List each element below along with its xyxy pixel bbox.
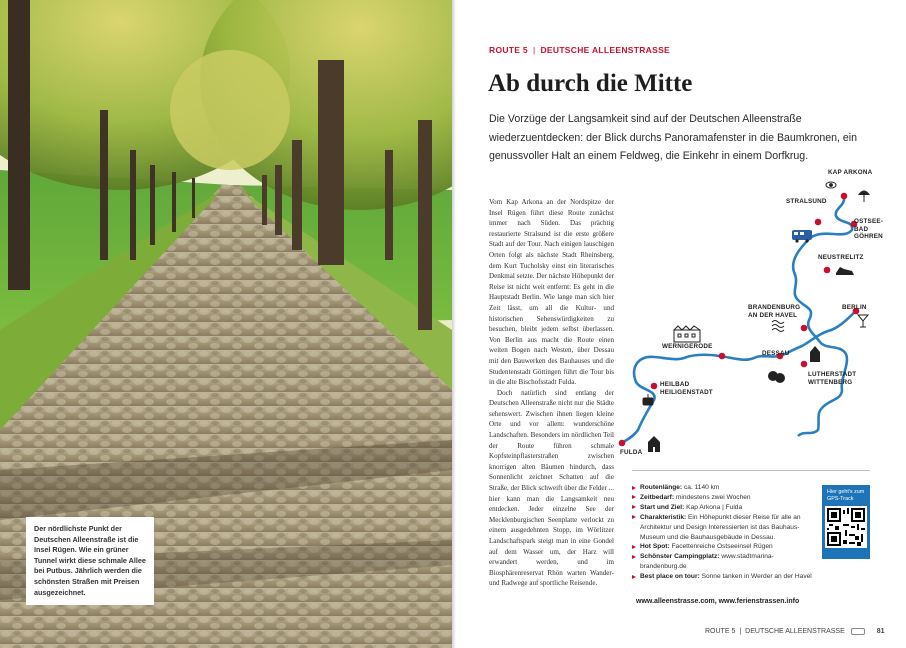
route-kicker: [489, 45, 670, 55]
cocktail-icon: [858, 315, 868, 327]
article-title: Ab durch die Mitte: [488, 70, 693, 97]
facts-divider: [632, 470, 870, 471]
fact-item: [632, 513, 816, 543]
church-icon: [810, 346, 820, 362]
gondola-icon: [643, 394, 653, 405]
label-kap-arkona: KAP ARKONA: [828, 169, 873, 176]
website-links[interactable]: www.alleenstrasse.com, www.ferienstrassen.info: [636, 598, 800, 605]
stop-brandenburg: [801, 325, 808, 332]
fact-item: [632, 483, 816, 493]
cover-photo-avenue: [0, 0, 452, 648]
stop-heiligenstadt: [651, 383, 658, 390]
stop-wernigerode: [719, 353, 726, 360]
fact-label: Start und Ziel:: [640, 503, 685, 511]
label-heilbad-heiligenstadt: HEILBAD HEILIGENSTADT: [660, 381, 713, 396]
fact-item: [632, 572, 816, 582]
fact-label: Zeitbedarf:: [640, 493, 675, 501]
body-paragraph-1: Vom Kap Arkona an der Nordspitze der Insel Rügen führt diese Route zunächst immer nach Süden. Das prächtig restaurierte Stralsund ist die erste größere Stadt auf der Tour. Nach einigen lauschigen Orten folgt als nächste Stadt Rheinsberg, dem Kurt Tucholsky einst ein literarisches Denkmal setzte. Der nächste Höhepunkt der Reise ist nicht weit entfernt: Es geht in die Hauptstadt Berlin. Wie lange man sich hier Zeit lässt, um all die Kultur- und historischen Sehenswürdigkeiten zu besuchen, bleibt jedem selbst überlassen. Von Berlin aus macht die Route einen weiten Bogen nach Westen, über Dessau mit den Bauwerken des Bauhauses und die Studentenstadt Göttingen führt die Tour bis in die alte Bischofsstadt Fulda.: [489, 198, 614, 387]
fact-value: Sonne tanken in Werder an der Havel: [701, 573, 812, 581]
fact-item: [632, 503, 816, 513]
route-facts: [632, 483, 816, 582]
beach-umbrella-icon: [858, 191, 870, 203]
fact-value: Kap Arkona | Fulda: [686, 503, 743, 511]
eye-icon: [826, 182, 836, 188]
stop-fulda: [619, 440, 626, 447]
fact-value: mindestens zwei Wochen: [675, 493, 751, 501]
theater-masks-icon: [768, 371, 785, 383]
page-footer: [705, 628, 885, 635]
photo-caption: Der nördlichste Punkt der Deutschen Alleenstraße ist die Insel Rügen. Wie ein grüner Tunnel wirkt diese schmale Allee bei Putbus. Jährlich werden die schönsten Straßen mit Preisen ausgezeichnet.: [26, 517, 154, 605]
article-intro: Die Vorzüge der Langsamkeit sind auf der Deutschen Alleenstraße wiederzuentdecken: der Blick durchs Panoramafenster in die Baumkronen, ein genussvoller Halt an einem Feldweg, die Einkehr in einem Dorfkrug.: [489, 113, 858, 162]
stop-kap-arkona: [841, 193, 848, 200]
shoe-icon: [836, 267, 854, 275]
footer-route-name: DEUTSCHE ALLEENSTRASSE: [745, 628, 845, 635]
fact-label: Best place on tour:: [640, 573, 700, 581]
fact-item: [632, 493, 816, 503]
gps-track-text: Hier geht's zum GPS-Track: [827, 489, 865, 502]
label-brandenburg: BRANDENBURG AN DER HAVEL: [748, 304, 801, 319]
fact-item: [632, 542, 816, 552]
fact-label: Hot Spot:: [640, 543, 670, 551]
fact-value: www.stadtmarina-brandenburg.de: [640, 553, 774, 571]
page-number: 81: [876, 628, 885, 635]
qr-code-pattern: [827, 508, 865, 546]
stop-wittenberg: [801, 361, 808, 368]
fact-item: [632, 552, 816, 572]
label-berlin: BERLIN: [842, 304, 867, 311]
fact-value: ca. 1140 km: [683, 484, 720, 491]
body-paragraph-2: Doch natürlich sind entlang der Deutschen Alleenstraße nicht nur die Städte sehenswert. Zwischen ihnen liegen kleine Orte und vor allem: wunderschöne Landschaften. Besonders im nördlichen Teil der Route führen schmale Kopfsteinpflasterstraßen zwischen knorrigen alten Bäumen hindurch, dass Sonnenlicht zeichnet Schatten auf die Straße, der Blick schweift über die Felder ... hier kann man die Langsamkeit neu entdecken. Jeder einzelne See der Mecklenburgischen Seenplatte verlockt zu einem ausgedehnten Stopp, im Wörlitzer Landschaftspark steigt man in eine Gondel auf dem Wasser um, der Harz will erwandert werden, und im Biosphärenreservat Rhön warten Wander- und Radwege auf sportliche Reisende.: [489, 388, 614, 588]
qr-code[interactable]: [825, 506, 867, 548]
route-label: ROUTE 5: [489, 45, 528, 55]
fact-value: Facettenreiche Ostseeinsel Rügen: [671, 543, 773, 551]
kicker-separator: |: [532, 45, 536, 55]
fact-label: Schönster Campingplatz:: [640, 553, 720, 561]
fact-label: Charakteristik:: [640, 513, 687, 521]
gps-track-box[interactable]: [822, 485, 870, 559]
fact-value: Ein Höhepunkt dieser Reise für alle an Architektur und Design Interessierten ist das Bauhaus-Museum und die Bauhausgebäude in Dessau.: [640, 513, 801, 541]
label-neustrelitz: NEUSTRELITZ: [818, 254, 864, 261]
footer-separator: |: [739, 628, 742, 635]
stop-stralsund: [815, 219, 822, 226]
chapel-icon: [648, 436, 660, 452]
label-wernigerode: WERNIGERODE: [662, 343, 713, 350]
fact-label: Routenlänge:: [640, 484, 683, 491]
label-stralsund: STRALSUND: [786, 198, 827, 205]
publisher-logo-icon: [851, 628, 865, 635]
label-lutherstadt-wittenberg: LUTHERSTADT WITTENBERG: [808, 371, 857, 386]
stop-neustrelitz: [824, 267, 831, 274]
castle-icon: [674, 326, 700, 342]
label-dessau: DESSAU: [762, 350, 790, 357]
page-gutter: [452, 0, 456, 648]
route-name: DEUTSCHE ALLEENSTRASSE: [540, 45, 671, 55]
article-body: [489, 197, 614, 589]
label-fulda: FULDA: [620, 449, 643, 456]
route-map: [614, 168, 884, 468]
footer-route: ROUTE 5: [705, 628, 736, 635]
label-ostseebad-goehren: OSTSEE- BAD GÖHREN: [854, 218, 884, 241]
waves-icon: [772, 321, 784, 332]
